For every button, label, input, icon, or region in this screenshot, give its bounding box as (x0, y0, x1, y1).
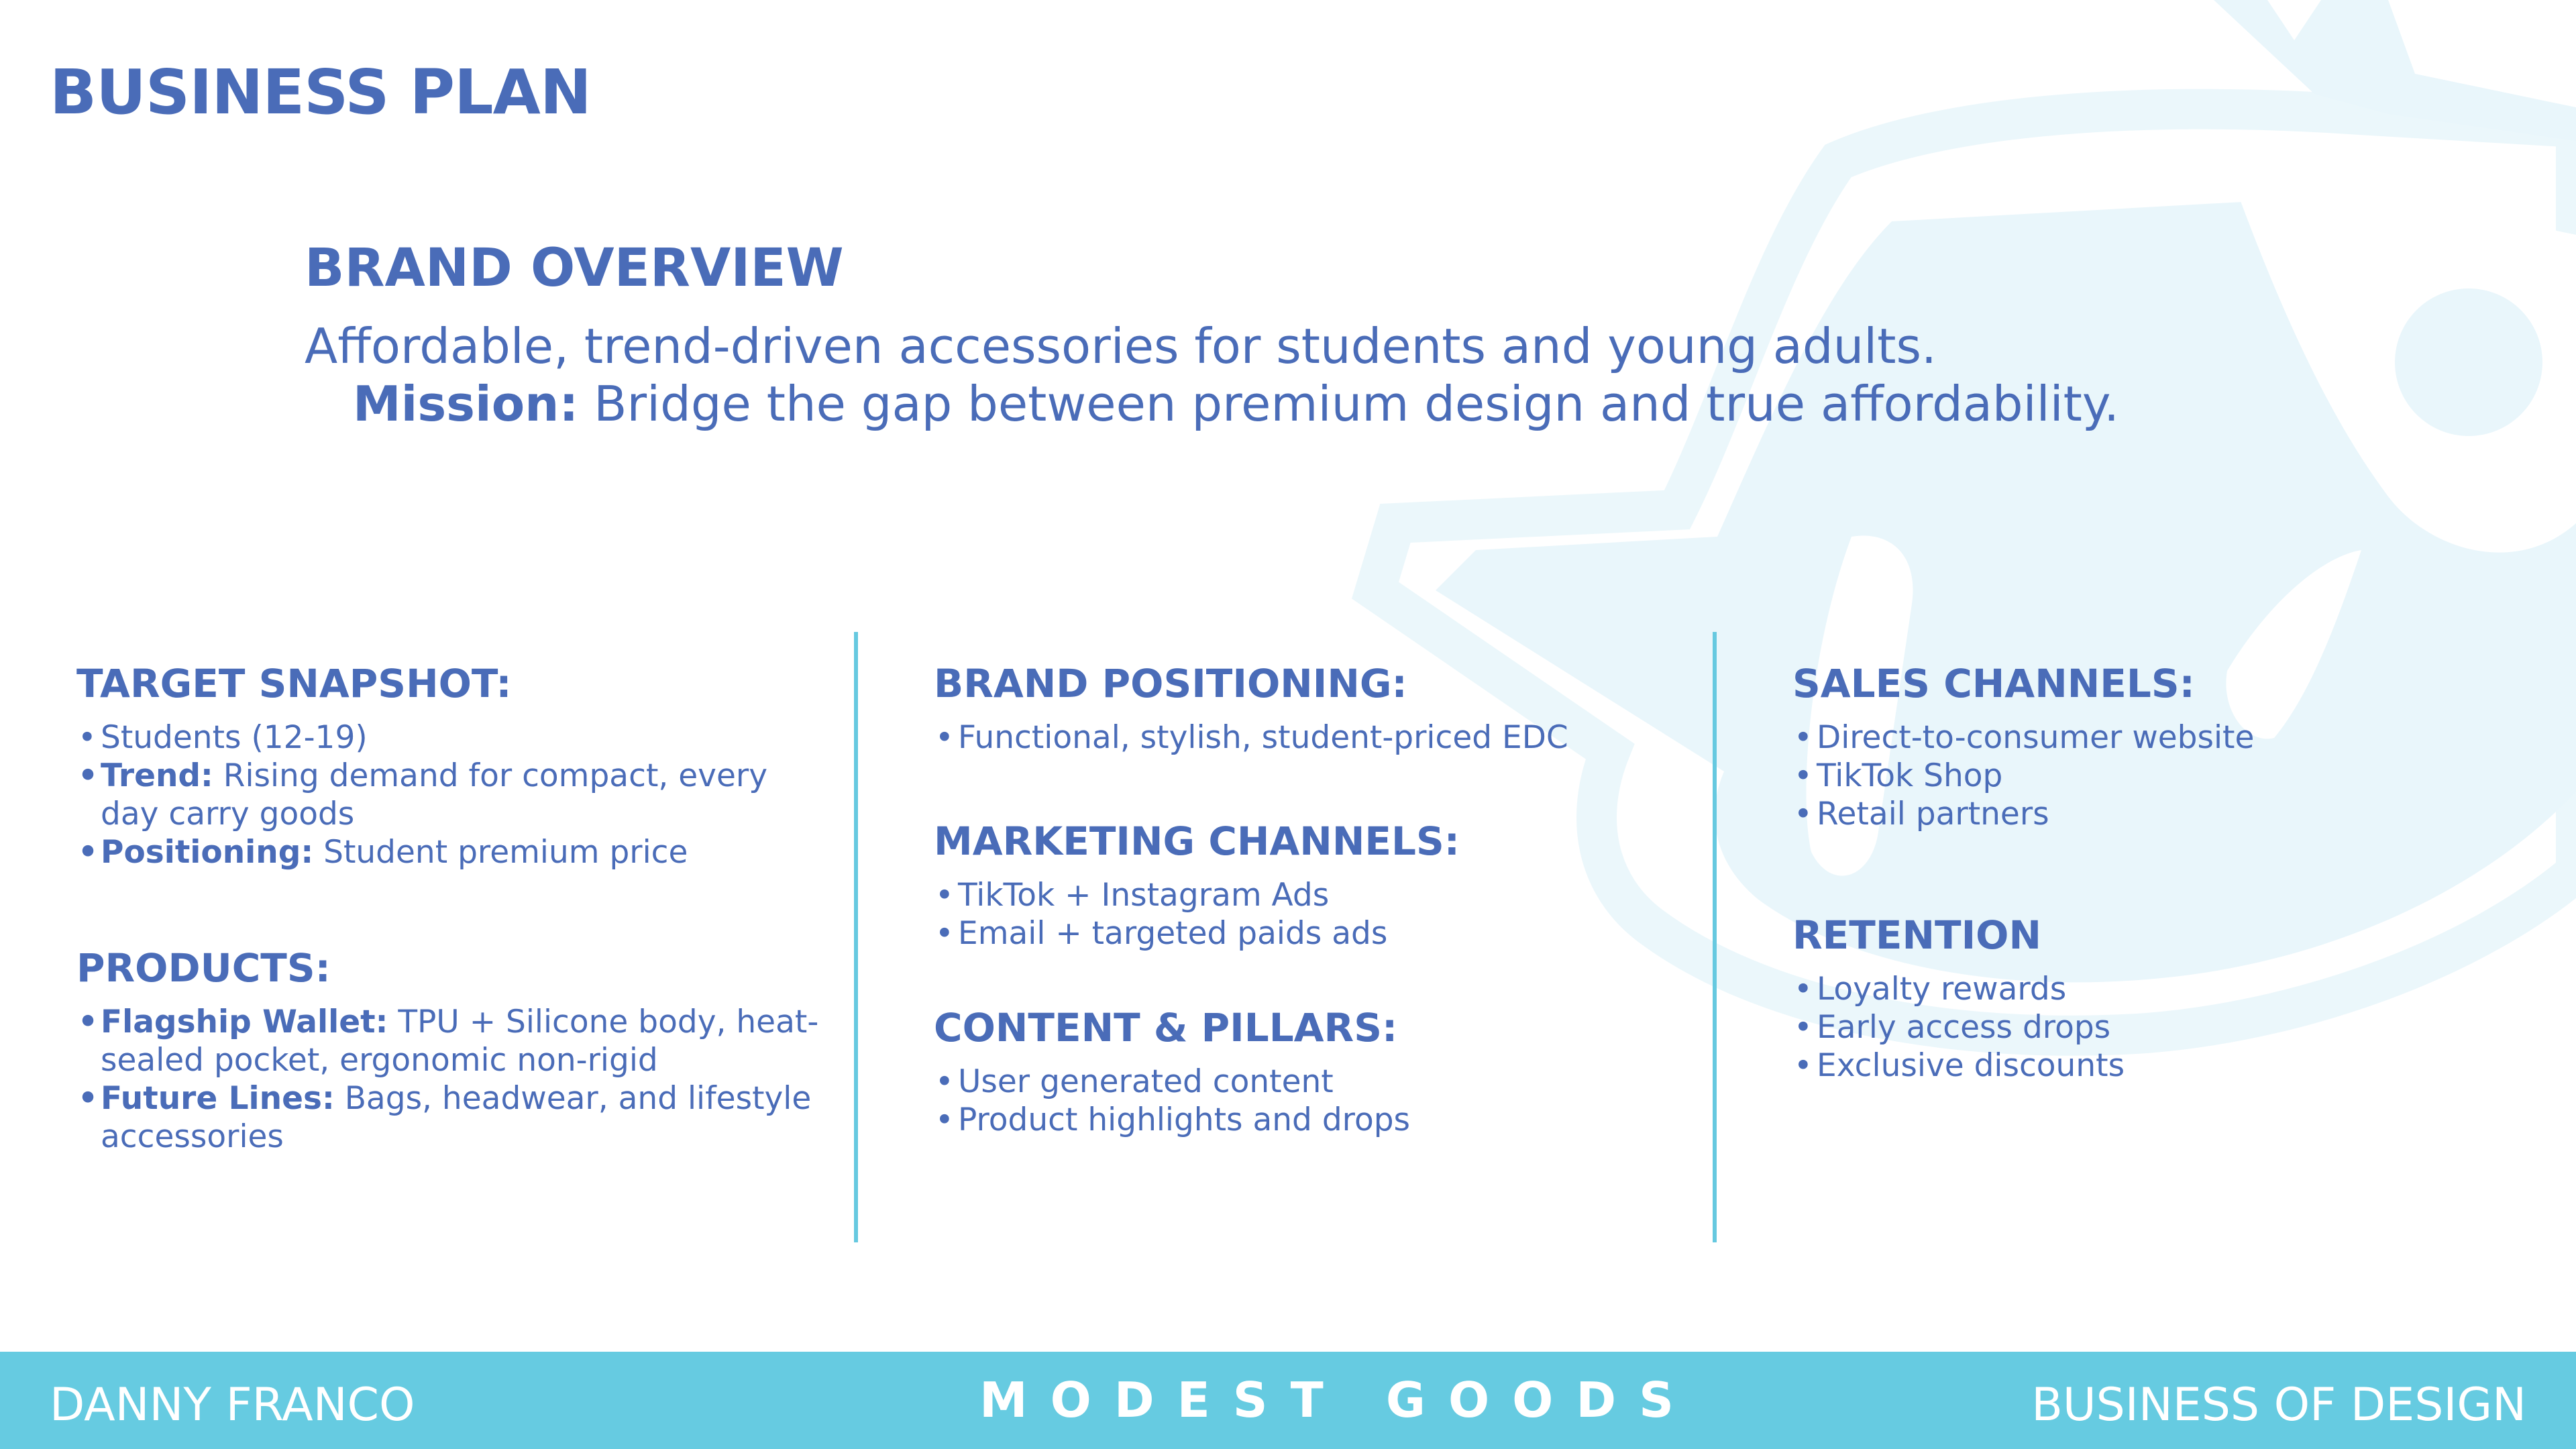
target-snapshot-section (76, 661, 828, 871)
brand-overview (305, 238, 2119, 433)
retention-list (1792, 970, 2517, 1085)
list-item: • Product highlights and drops (934, 1101, 1658, 1139)
content-pillars-section (934, 1005, 1658, 1139)
column-divider (854, 632, 858, 1242)
list-item: • TikTok + Instagram Ads (934, 876, 1658, 914)
sales-channels-list (1792, 718, 2517, 833)
column-positioning-marketing (934, 661, 1658, 1139)
retention-heading: RETENTION (1792, 912, 2041, 958)
list-item: • Retail partners (1792, 795, 2517, 833)
mission-statement (305, 375, 2119, 433)
list-item: • Direct-to-consumer website (1792, 718, 2517, 757)
footer-bar (0, 1352, 2576, 1449)
marketing-channels-heading: MARKETING CHANNELS: (934, 818, 1460, 864)
list-item: • Loyalty rewards (1792, 970, 2517, 1008)
products-section (76, 945, 828, 1156)
mission-text: Bridge the gap between premium design and true affordability. (578, 376, 2120, 432)
item-text: TPU + Silicone body, heat-sealed pocket, ergonomic non-rigid (101, 1004, 819, 1079)
brand-positioning-heading: BRAND POSITIONING: (934, 661, 1407, 706)
footer-course: BUSINESS OF DESIGN (2031, 1379, 2526, 1432)
list-item: • Exclusive discounts (1792, 1046, 2517, 1085)
list-item (76, 1079, 828, 1156)
item-label: Trend: (101, 757, 213, 794)
item-label: Flagship Wallet: (101, 1004, 388, 1040)
retention-section (1792, 912, 2517, 1085)
column-target-products (76, 661, 828, 1156)
list-item (76, 757, 828, 833)
column-sales-retention (1792, 661, 2517, 1085)
marketing-channels-section (934, 818, 1658, 953)
list-item (76, 833, 828, 871)
brand-positioning-list (934, 718, 1658, 757)
footer-author: DANNY FRANCO (50, 1379, 415, 1432)
item-label: Positioning: (101, 834, 314, 871)
column-divider (1713, 632, 1717, 1242)
list-item (76, 718, 828, 757)
item-text: Students (12-19) (101, 719, 368, 756)
item-label: Future Lines: (101, 1080, 335, 1117)
target-snapshot-heading: TARGET SNAPSHOT: (76, 661, 512, 706)
brand-overview-heading: BRAND OVERVIEW (305, 238, 844, 299)
list-item (76, 1003, 828, 1079)
brand-positioning-section (934, 661, 1658, 757)
page-title: BUSINESS PLAN (50, 56, 591, 128)
footer-brand: MODEST GOODS (979, 1372, 1697, 1428)
list-item: • TikTok Shop (1792, 757, 2517, 795)
list-item: • Functional, stylish, student-priced EDC (934, 718, 1658, 757)
sales-channels-section (1792, 661, 2517, 833)
list-item: • Email + targeted paids ads (934, 914, 1658, 953)
products-heading: PRODUCTS: (76, 945, 331, 991)
list-item: • Early access drops (1792, 1008, 2517, 1046)
content-pillars-list (934, 1063, 1658, 1139)
item-text: Rising demand for compact, every day carry goods (101, 757, 768, 833)
marketing-channels-list (934, 876, 1658, 953)
products-list (76, 1003, 828, 1156)
sales-channels-heading: SALES CHANNELS: (1792, 661, 2195, 706)
list-item: • User generated content (934, 1063, 1658, 1101)
brand-tagline: Affordable, trend-driven accessories for students and young adults. (305, 318, 1937, 374)
content-pillars-heading: CONTENT & PILLARS: (934, 1005, 1398, 1051)
item-text: Bags, headwear, and lifestyle accessories (101, 1080, 812, 1155)
item-text: Student premium price (313, 834, 688, 871)
mission-label: Mission: (353, 376, 579, 432)
target-snapshot-list (76, 718, 828, 871)
